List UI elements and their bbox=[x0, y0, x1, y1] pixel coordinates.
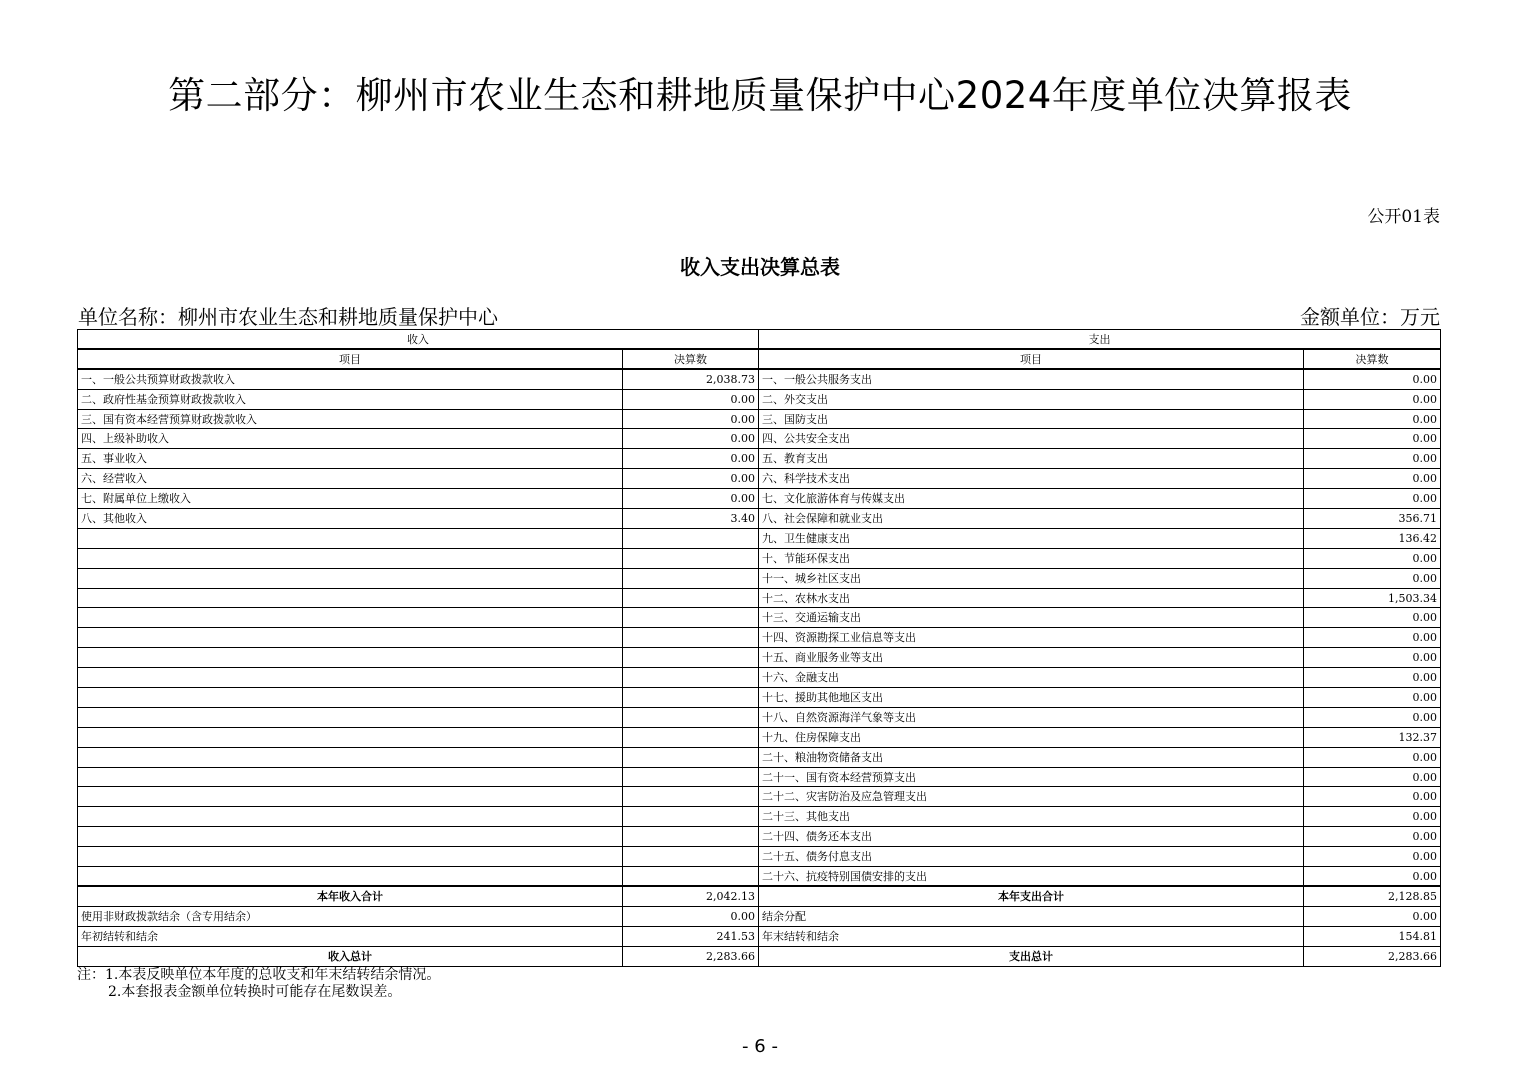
income-item-value: 241.53 bbox=[623, 926, 759, 946]
expense-item-label: 十、节能环保支出 bbox=[759, 548, 1304, 568]
expense-item-value: 0.00 bbox=[1304, 409, 1441, 429]
table-row bbox=[78, 369, 1441, 389]
expense-item-label: 结余分配 bbox=[759, 906, 1304, 926]
income-item-value: 0.00 bbox=[623, 429, 759, 449]
expense-item-label: 一、一般公共服务支出 bbox=[759, 369, 1304, 389]
grand-total-row bbox=[78, 946, 1441, 966]
income-item-value: 0.00 bbox=[623, 389, 759, 409]
table-row bbox=[78, 747, 1441, 767]
income-item-label bbox=[78, 528, 623, 548]
expense-item-value: 0.00 bbox=[1304, 369, 1441, 389]
income-item-label bbox=[78, 767, 623, 787]
expense-item-value: 0.00 bbox=[1304, 449, 1441, 469]
expense-item-value: 2,283.66 bbox=[1304, 946, 1441, 966]
expense-item-label: 年末结转和结余 bbox=[759, 926, 1304, 946]
table-row bbox=[78, 668, 1441, 688]
income-item-label: 二、政府性基金预算财政拨款收入 bbox=[78, 389, 623, 409]
expense-item-value: 0.00 bbox=[1304, 807, 1441, 827]
expense-item-value: 0.00 bbox=[1304, 847, 1441, 867]
income-item-value bbox=[623, 628, 759, 648]
expense-item-value: 0.00 bbox=[1304, 787, 1441, 807]
table-row bbox=[78, 827, 1441, 847]
income-item-label bbox=[78, 668, 623, 688]
expense-item-value: 0.00 bbox=[1304, 469, 1441, 489]
income-item-label bbox=[78, 847, 623, 867]
table-number: 公开01表 bbox=[1367, 207, 1440, 227]
money-unit: 金额单位：万元 bbox=[1300, 305, 1440, 329]
expense-item-value: 0.00 bbox=[1304, 867, 1441, 887]
expense-item-label: 二十六、抗疫特别国债安排的支出 bbox=[759, 867, 1304, 887]
income-item-label bbox=[78, 608, 623, 628]
expense-item-label: 十九、住房保障支出 bbox=[759, 727, 1304, 747]
income-item-value: 3.40 bbox=[623, 509, 759, 529]
income-item-value bbox=[623, 668, 759, 688]
table-row bbox=[78, 906, 1441, 926]
table-row bbox=[78, 509, 1441, 529]
expense-item-label: 二十三、其他支出 bbox=[759, 807, 1304, 827]
table-row bbox=[78, 807, 1441, 827]
table-row bbox=[78, 548, 1441, 568]
expense-item-label: 二十、粮油物资储备支出 bbox=[759, 747, 1304, 767]
expense-amount-header: 决算数 bbox=[1304, 349, 1441, 369]
table-title: 收入支出决算总表 bbox=[680, 255, 840, 279]
income-item-value bbox=[623, 787, 759, 807]
expense-item-label: 十四、资源勘探工业信息等支出 bbox=[759, 628, 1304, 648]
expense-item-value: 0.00 bbox=[1304, 568, 1441, 588]
expense-item-value: 356.71 bbox=[1304, 509, 1441, 529]
income-item-label bbox=[78, 588, 623, 608]
income-item-label bbox=[78, 747, 623, 767]
expense-item-value: 0.00 bbox=[1304, 707, 1441, 727]
income-item-label bbox=[78, 807, 623, 827]
income-item-value bbox=[623, 568, 759, 588]
expense-item-value: 0.00 bbox=[1304, 608, 1441, 628]
expense-item-label: 十三、交通运输支出 bbox=[759, 608, 1304, 628]
expense-item-value: 0.00 bbox=[1304, 906, 1441, 926]
expense-item-value: 0.00 bbox=[1304, 389, 1441, 409]
expense-item-value: 0.00 bbox=[1304, 429, 1441, 449]
income-item-label: 本年收入合计 bbox=[78, 886, 623, 906]
expense-item-label: 本年支出合计 bbox=[759, 886, 1304, 906]
expense-item-label: 十二、农林水支出 bbox=[759, 588, 1304, 608]
expense-item-value: 154.81 bbox=[1304, 926, 1441, 946]
expense-item-header: 项目 bbox=[759, 349, 1304, 369]
table-row bbox=[78, 648, 1441, 668]
income-item-value: 2,038.73 bbox=[623, 369, 759, 389]
income-item-label bbox=[78, 628, 623, 648]
expense-item-label: 十八、自然资源海洋气象等支出 bbox=[759, 707, 1304, 727]
table-row bbox=[78, 489, 1441, 509]
income-item-value bbox=[623, 528, 759, 548]
income-item-value bbox=[623, 827, 759, 847]
income-item-value bbox=[623, 807, 759, 827]
income-item-label bbox=[78, 787, 623, 807]
note-1: 注：1.本表反映单位本年度的总收支和年末结转结余情况。 bbox=[77, 967, 441, 983]
income-item-value: 0.00 bbox=[623, 489, 759, 509]
income-item-label: 四、上级补助收入 bbox=[78, 429, 623, 449]
income-item-label bbox=[78, 727, 623, 747]
table-row bbox=[78, 429, 1441, 449]
expense-item-value: 132.37 bbox=[1304, 727, 1441, 747]
expense-item-label: 十六、金融支出 bbox=[759, 668, 1304, 688]
income-item-label: 年初结转和结余 bbox=[78, 926, 623, 946]
expense-item-label: 支出总计 bbox=[759, 946, 1304, 966]
income-item-value bbox=[623, 648, 759, 668]
expense-item-label: 十一、城乡社区支出 bbox=[759, 568, 1304, 588]
expense-item-value: 0.00 bbox=[1304, 747, 1441, 767]
expense-item-label: 八、社会保障和就业支出 bbox=[759, 509, 1304, 529]
income-item-label bbox=[78, 568, 623, 588]
table-row bbox=[78, 628, 1441, 648]
expense-item-label: 十五、商业服务业等支出 bbox=[759, 648, 1304, 668]
table-row bbox=[78, 688, 1441, 708]
income-item-value bbox=[623, 847, 759, 867]
table-row bbox=[78, 568, 1441, 588]
expense-item-value: 0.00 bbox=[1304, 827, 1441, 847]
income-item-header: 项目 bbox=[78, 349, 623, 369]
income-item-label: 一、一般公共预算财政拨款收入 bbox=[78, 369, 623, 389]
expense-item-label: 九、卫生健康支出 bbox=[759, 528, 1304, 548]
income-item-label bbox=[78, 548, 623, 568]
expense-item-label: 二十二、灾害防治及应急管理支出 bbox=[759, 787, 1304, 807]
income-item-value bbox=[623, 548, 759, 568]
expense-item-value: 1,503.34 bbox=[1304, 588, 1441, 608]
table-row bbox=[78, 608, 1441, 628]
income-amount-header: 决算数 bbox=[623, 349, 759, 369]
table-row bbox=[78, 847, 1441, 867]
expense-item-label: 二十五、债务付息支出 bbox=[759, 847, 1304, 867]
income-item-value bbox=[623, 707, 759, 727]
income-item-value: 0.00 bbox=[623, 906, 759, 926]
expense-item-label: 二、外交支出 bbox=[759, 389, 1304, 409]
income-item-label: 七、附属单位上缴收入 bbox=[78, 489, 623, 509]
income-item-label bbox=[78, 688, 623, 708]
table-row bbox=[78, 926, 1441, 946]
income-item-value: 2,042.13 bbox=[623, 886, 759, 906]
income-item-value: 0.00 bbox=[623, 409, 759, 429]
income-item-value: 2,283.66 bbox=[623, 946, 759, 966]
expense-item-label: 二十四、债务还本支出 bbox=[759, 827, 1304, 847]
income-item-value bbox=[623, 867, 759, 887]
income-item-label: 收入总计 bbox=[78, 946, 623, 966]
income-item-label: 六、经营收入 bbox=[78, 469, 623, 489]
expense-item-value: 2,128.85 bbox=[1304, 886, 1441, 906]
page-title: 第二部分：柳州市农业生态和耕地质量保护中心2024年度单位决算报表 bbox=[168, 74, 1352, 117]
income-item-value: 0.00 bbox=[623, 469, 759, 489]
income-item-label: 使用非财政拨款结余（含专用结余） bbox=[78, 906, 623, 926]
expense-item-value: 0.00 bbox=[1304, 668, 1441, 688]
expense-item-value: 0.00 bbox=[1304, 767, 1441, 787]
expense-item-label: 四、公共安全支出 bbox=[759, 429, 1304, 449]
expense-item-value: 0.00 bbox=[1304, 628, 1441, 648]
table-row bbox=[78, 727, 1441, 747]
table-row bbox=[78, 389, 1441, 409]
income-item-label bbox=[78, 648, 623, 668]
table-row bbox=[78, 409, 1441, 429]
table-row bbox=[78, 588, 1441, 608]
income-item-label: 五、事业收入 bbox=[78, 449, 623, 469]
income-item-value: 0.00 bbox=[623, 449, 759, 469]
income-item-value bbox=[623, 767, 759, 787]
expense-group-header: 支出 bbox=[759, 330, 1441, 350]
income-item-label: 三、国有资本经营预算财政拨款收入 bbox=[78, 409, 623, 429]
expense-item-value: 0.00 bbox=[1304, 648, 1441, 668]
table-row bbox=[78, 449, 1441, 469]
income-group-header: 收入 bbox=[78, 330, 759, 350]
notes bbox=[77, 967, 440, 1001]
expense-item-label: 二十一、国有资本经营预算支出 bbox=[759, 767, 1304, 787]
income-item-value bbox=[623, 747, 759, 767]
unit-name: 单位名称：柳州市农业生态和耕地质量保护中心 bbox=[78, 305, 498, 329]
expense-item-value: 0.00 bbox=[1304, 489, 1441, 509]
expense-item-label: 七、文化旅游体育与传媒支出 bbox=[759, 489, 1304, 509]
table-row bbox=[78, 867, 1441, 887]
expense-item-value: 0.00 bbox=[1304, 688, 1441, 708]
note-2: 2.本套报表金额单位转换时可能存在尾数误差。 bbox=[108, 984, 402, 1000]
expense-item-value: 136.42 bbox=[1304, 528, 1441, 548]
year-total-row bbox=[78, 886, 1441, 906]
income-item-value bbox=[623, 588, 759, 608]
expense-item-label: 五、教育支出 bbox=[759, 449, 1304, 469]
expense-item-value: 0.00 bbox=[1304, 548, 1441, 568]
table-row bbox=[78, 767, 1441, 787]
income-item-label bbox=[78, 707, 623, 727]
table-row bbox=[78, 707, 1441, 727]
income-item-value bbox=[623, 727, 759, 747]
income-item-label: 八、其他收入 bbox=[78, 509, 623, 529]
page-number: - 6 - bbox=[742, 1036, 778, 1057]
table-row bbox=[78, 787, 1441, 807]
table-row bbox=[78, 469, 1441, 489]
expense-item-label: 六、科学技术支出 bbox=[759, 469, 1304, 489]
income-item-value bbox=[623, 608, 759, 628]
income-item-label bbox=[78, 867, 623, 887]
income-expense-table bbox=[77, 329, 1441, 967]
income-item-value bbox=[623, 688, 759, 708]
table-row bbox=[78, 528, 1441, 548]
expense-item-label: 十七、援助其他地区支出 bbox=[759, 688, 1304, 708]
expense-item-label: 三、国防支出 bbox=[759, 409, 1304, 429]
income-item-label bbox=[78, 827, 623, 847]
